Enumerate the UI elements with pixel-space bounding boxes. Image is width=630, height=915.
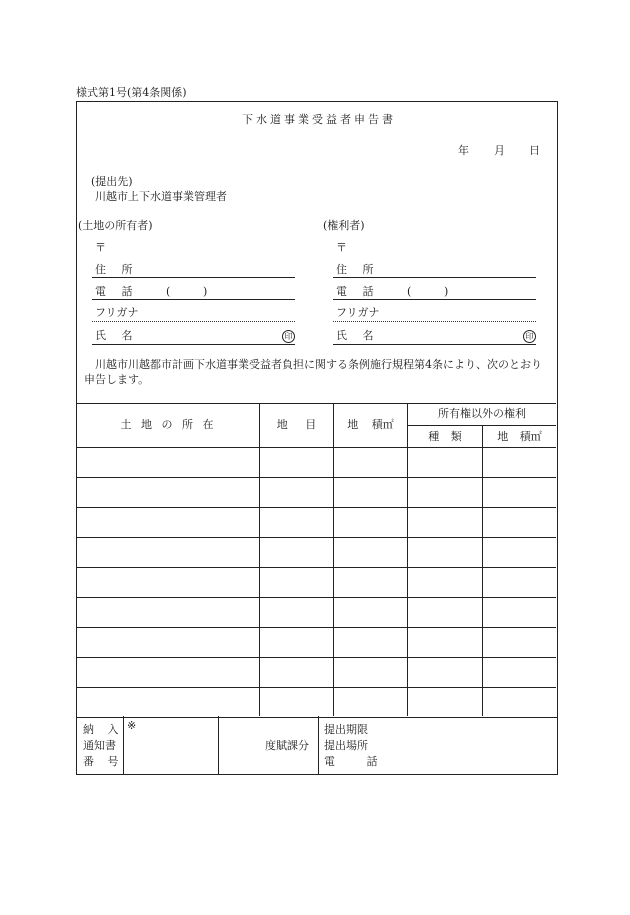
landowner-furigana-label: フリガナ — [95, 306, 139, 319]
table-row-line — [77, 567, 556, 568]
table-row-line — [77, 477, 556, 478]
footer-box — [76, 716, 558, 775]
declaration-text: 川越市川越都市計画下水道事業受益者負担に関する条例施行規程第4条により、次のとおり申告します。 — [84, 358, 542, 386]
date-day-label: 日 — [529, 144, 540, 157]
form-title: 下水道事業受益者申告書 — [242, 113, 396, 126]
footer-phone-label: 電 話 — [324, 755, 392, 768]
rights-holder-furigana-label: フリガナ — [336, 306, 380, 319]
notice-label-3: 番 号 — [83, 755, 124, 768]
col-divider-3 — [407, 403, 408, 716]
landowner-heading: (土地の所有者) — [78, 219, 153, 232]
col-divider-2 — [333, 403, 334, 716]
table-top-border — [77, 403, 556, 404]
table-header-bottom — [77, 447, 556, 448]
col-divider-4 — [482, 425, 483, 716]
rights-holder-phone-paren-open: ( — [407, 285, 412, 298]
table-row-line — [77, 507, 556, 508]
recipient-label: (提出先) — [91, 175, 133, 188]
footer-divider-2 — [218, 716, 219, 775]
recipient-name: 川越市上下水道事業管理者 — [95, 190, 227, 203]
landowner-address-label: 住 所 — [95, 263, 139, 276]
col-divider-1 — [259, 403, 260, 716]
rights-holder-address-label: 住 所 — [336, 263, 380, 276]
table-row-line — [77, 597, 556, 598]
col-header-rights-type: 種 類 — [428, 430, 462, 443]
landowner-phone-paren-close: ) — [203, 285, 208, 298]
landowner-phone-label: 電 話 — [95, 285, 139, 298]
form-label: 様式第1号(第4条関係) — [76, 86, 187, 99]
table-row-line — [77, 537, 556, 538]
landowner-name-label: 氏 名 — [95, 329, 139, 342]
landowner-furigana-line — [92, 321, 295, 322]
landowner-address-line — [92, 277, 295, 278]
col-header-location: 土 地 の 所 在 — [120, 418, 217, 431]
rights-holder-phone-label: 電 話 — [336, 285, 380, 298]
col-header-rights-area: 地 積㎡ — [497, 430, 542, 443]
landowner-postal-mark: 〒 — [95, 241, 106, 254]
landowner-name-line — [92, 344, 295, 345]
rights-holder-seal-mark: 印 — [523, 330, 536, 343]
rights-holder-phone-line — [333, 299, 536, 300]
rights-holder-phone-paren-close: ) — [444, 285, 449, 298]
col-header-area: 地 積㎡ — [347, 418, 394, 431]
table-row-line — [77, 687, 556, 688]
landowner-phone-paren-open: ( — [166, 285, 171, 298]
date-month-label: 月 — [494, 144, 505, 157]
col-header-category: 地 目 — [276, 418, 317, 431]
notice-label-2: 通知書 — [83, 739, 116, 752]
note-mark: ※ — [127, 719, 137, 732]
rights-holder-name-line — [333, 344, 536, 345]
submission-place-label: 提出場所 — [324, 739, 368, 752]
rights-holder-postal-mark: 〒 — [336, 241, 347, 254]
table-row-line — [77, 657, 556, 658]
rights-holder-heading: (権利者) — [323, 219, 365, 232]
table-row-line — [77, 627, 556, 628]
rights-holder-name-label: 氏 名 — [336, 329, 380, 342]
date-year-label: 年 — [458, 144, 469, 157]
rights-holder-furigana-line — [333, 321, 536, 322]
col-header-rights-group: 所有権以外の権利 — [438, 407, 526, 420]
notice-label-1: 納 入 — [83, 723, 124, 736]
levy-class-label: 度賦課分 — [265, 739, 309, 752]
landowner-phone-line — [92, 299, 295, 300]
footer-divider-3 — [318, 716, 319, 775]
deadline-label: 提出期限 — [324, 723, 368, 736]
rights-holder-address-line — [333, 277, 536, 278]
landowner-seal-mark: 印 — [282, 330, 295, 343]
